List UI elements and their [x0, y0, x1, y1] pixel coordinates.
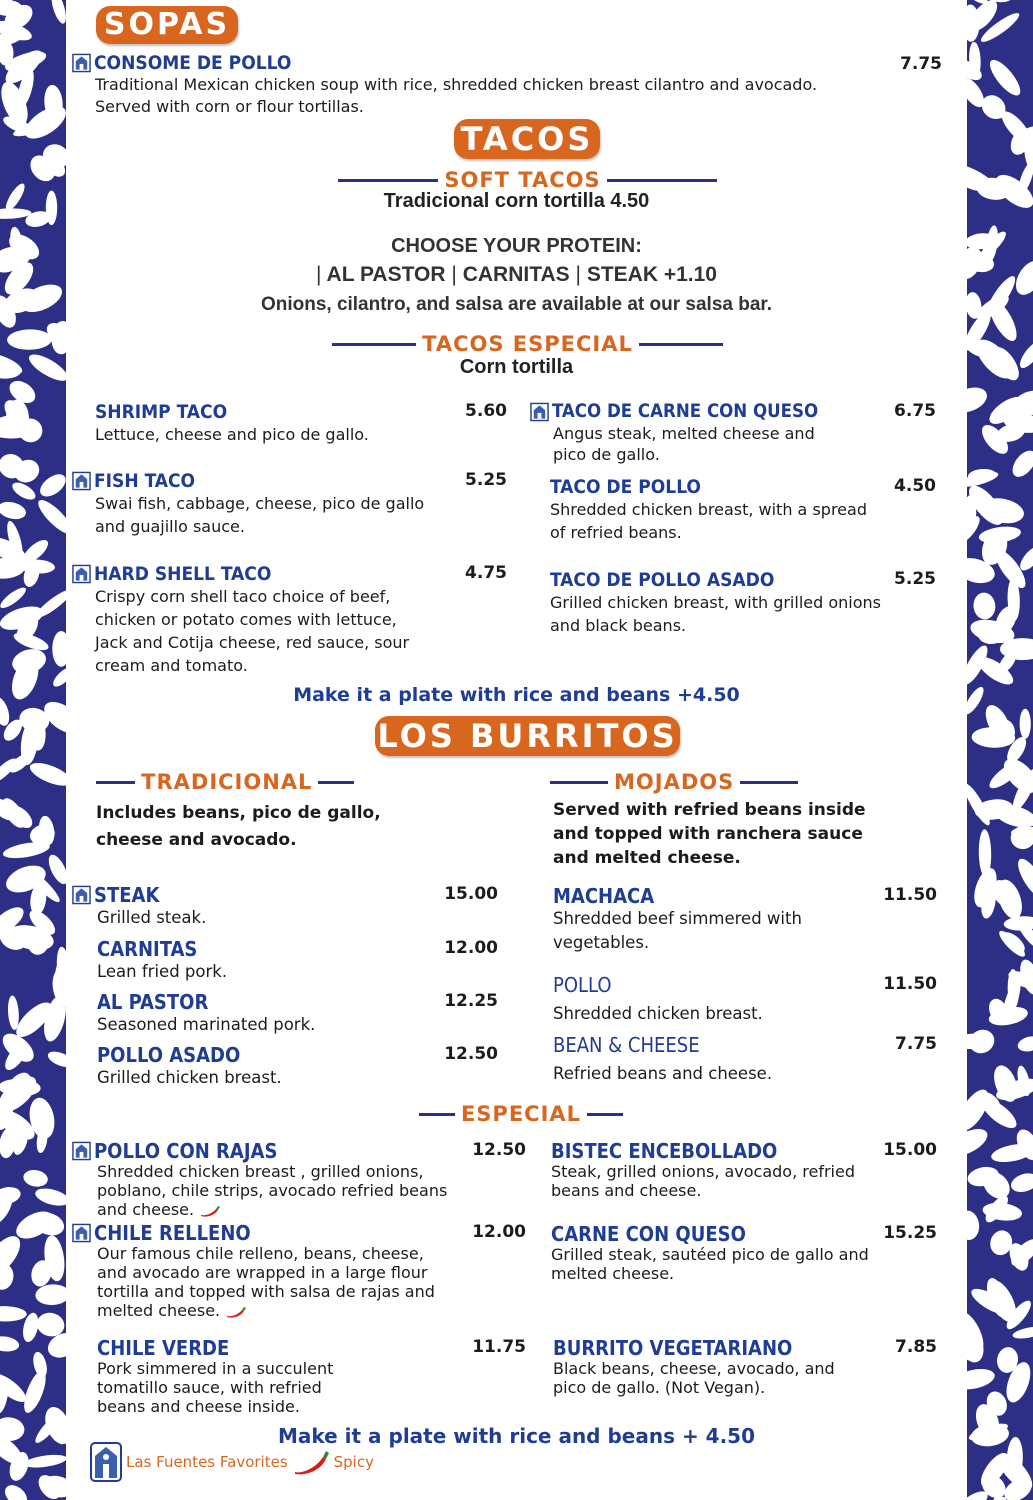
menu-item-chile-relleno — [72, 1222, 526, 1320]
item-name: CARNITAS — [97, 937, 198, 961]
item-description: Steak, grilled onions, avocado, refried beans and cheese. — [551, 1162, 855, 1200]
item-price: 5.25 — [894, 569, 936, 589]
favorite-icon — [530, 402, 549, 422]
menu-item-hard-shell-taco — [72, 563, 507, 677]
item-name: BURRITO VEGETARIANO — [553, 1336, 793, 1360]
menu-item-pollo-con-rajas — [72, 1140, 526, 1219]
chile-pepper-icon — [199, 1204, 221, 1218]
burritos-header: LOS BURRITOS — [375, 716, 680, 756]
item-name: MACHACA — [553, 884, 655, 908]
item-name: CONSOME DE POLLO — [94, 52, 292, 74]
item-name: BEAN & CHEESE — [553, 1033, 700, 1057]
item-price: 7.75 — [895, 1034, 937, 1054]
favorite-icon — [72, 471, 91, 491]
item-description: Traditional Mexican chicken soup with rice, shredded chicken breast cilantro and avocado. Served with corn or flour tortillas. — [95, 75, 818, 116]
item-price: 11.50 — [883, 885, 937, 905]
menu-item-taco-de-pollo-asado — [550, 569, 936, 637]
item-price: 15.25 — [883, 1223, 937, 1243]
item-price: 12.50 — [472, 1140, 526, 1160]
talavera-pattern — [967, 0, 1033, 1500]
protein-options: | AL PASTOR | CARNITAS | STEAK +1.10 — [316, 263, 717, 286]
soft-tacos-subheader: SOFT TACOS — [331, 168, 724, 192]
item-price: 4.75 — [465, 563, 507, 583]
menu-item-bean-and-cheese — [553, 1034, 937, 1086]
mojados-subheader: MOJADOS — [550, 770, 812, 794]
item-description: Pork simmered in a succulent tomatillo sauce, with refried beans and cheese inside. — [97, 1359, 334, 1416]
item-name: AL PASTOR — [97, 990, 209, 1014]
menu-item-pollo-mojado — [553, 974, 937, 1026]
item-description: Shredded chicken breast, with a spread of refried beans. — [550, 500, 867, 542]
menu-item-carnitas-burrito — [97, 938, 498, 984]
decorative-border-left — [0, 0, 66, 1500]
item-name: TACO DE CARNE CON QUESO — [552, 401, 819, 422]
tacos-especial-subheader: TACOS ESPECIAL — [326, 332, 729, 356]
item-price: 11.50 — [883, 974, 937, 994]
tradicional-subheader: TRADICIONAL — [96, 770, 354, 794]
menu-item-al-pastor-burrito — [97, 991, 498, 1037]
item-description: Angus steak, melted cheese and pico de gallo. — [553, 424, 815, 464]
item-description: Our famous chile relleno, beans, cheese, and avocado are wrapped in a large flour tortilla and topped with salsa de rajas and melted cheese. — [97, 1244, 435, 1320]
sopas-header: SOPAS — [96, 6, 238, 44]
item-name: SHRIMP TACO — [95, 401, 228, 423]
item-description: Shredded chicken breast. — [553, 1004, 763, 1023]
menu-item-carne-con-queso — [551, 1223, 937, 1283]
item-name: POLLO — [553, 973, 612, 997]
protein-option: AL PASTOR — [326, 263, 446, 286]
legend-favorites-label: Las Fuentes Favorites — [126, 1453, 288, 1471]
favorite-icon — [72, 885, 91, 905]
chile-pepper-icon — [225, 1305, 247, 1319]
item-price: 5.25 — [465, 470, 507, 490]
item-description: Grilled steak. — [97, 908, 207, 927]
item-name: FISH TACO — [94, 470, 196, 492]
protein-option: STEAK +1.10 — [586, 263, 717, 286]
item-name: CARNE CON QUESO — [551, 1222, 746, 1246]
item-description: Crispy corn shell taco choice of beef, chicken or potato comes with lettuce, Jack and Cotija cheese, red sauce, sour cream and tomato. — [95, 587, 410, 675]
item-name: STEAK — [94, 883, 160, 907]
favorite-icon — [72, 1223, 91, 1243]
item-price: 11.75 — [472, 1337, 526, 1357]
item-description: Shredded beef simmered with vegetables. — [553, 909, 802, 952]
mojados-description: Served with refried beans inside and topped with ranchera sauce and melted cheese. — [553, 800, 866, 868]
petal-shape — [1020, 709, 1031, 739]
item-description: Shredded chicken breast , grilled onions, poblano, chile strips, avocado refried beans and cheese. — [97, 1162, 448, 1219]
menu-item-fish-taco — [72, 470, 507, 538]
burritos-plate-note: Make it a plate with rice and beans + 4.50 — [277, 1424, 756, 1448]
item-price: 15.00 — [444, 884, 498, 904]
item-price: 12.00 — [444, 938, 498, 958]
menu-item-taco-de-carne-con-queso — [530, 401, 936, 465]
menu-item-consome-de-pollo — [72, 52, 942, 118]
decorative-border-right — [967, 0, 1033, 1500]
item-description: Lettuce, cheese and pico de gallo. — [95, 425, 369, 444]
tacos-header: TACOS — [454, 119, 600, 159]
item-description: Seasoned marinated pork. — [97, 1015, 316, 1034]
item-description: Refried beans and cheese. — [553, 1064, 773, 1083]
salsa-bar-note: Onions, cilantro, and salsa are available at our salsa bar. — [260, 294, 773, 315]
tacos-especial-sub: Corn tortilla — [459, 356, 574, 378]
chile-pepper-icon — [292, 1448, 332, 1476]
item-description: Grilled chicken breast, with grilled onions and black beans. — [550, 593, 881, 635]
item-name: POLLO ASADO — [97, 1043, 241, 1067]
favorite-icon — [72, 53, 91, 73]
item-name: CHILE RELLENO — [94, 1221, 251, 1245]
item-description: Swai fish, cabbage, cheese, pico de gallo and guajillo sauce. — [95, 494, 425, 536]
item-price: 5.60 — [465, 401, 507, 421]
item-price: 12.00 — [472, 1222, 526, 1242]
favorite-icon — [72, 564, 91, 584]
favorite-icon — [72, 1141, 91, 1161]
item-price: 6.75 — [894, 401, 936, 421]
item-name: POLLO CON RAJAS — [94, 1139, 278, 1163]
menu-item-bistec-encebollado — [551, 1140, 937, 1200]
item-price: 12.50 — [444, 1044, 498, 1064]
item-price: 4.50 — [894, 476, 936, 496]
item-description: Lean fried pork. — [97, 962, 228, 981]
legend-spicy-label: Spicy — [333, 1453, 374, 1471]
menu-item-pollo-asado-burrito — [97, 1044, 498, 1090]
tradicional-description: Includes beans, pico de gallo, cheese and avocado. — [96, 803, 381, 850]
item-description: Black beans, cheese, avocado, and pico de gallo. (Not Vegan). — [553, 1359, 835, 1397]
item-name: TACO DE POLLO ASADO — [550, 569, 775, 591]
protein-option: CARNITAS — [462, 263, 570, 286]
menu-item-steak-burrito — [72, 884, 498, 930]
talavera-pattern — [0, 0, 66, 1500]
item-price: 15.00 — [883, 1140, 937, 1160]
legend — [90, 1440, 374, 1484]
item-description: Grilled steak, sautéed pico de gallo and melted cheese. — [551, 1245, 869, 1283]
item-name: CHILE VERDE — [97, 1336, 230, 1360]
menu-page — [66, 0, 967, 1500]
tacos-plate-note: Make it a plate with rice and beans +4.50 — [293, 684, 740, 706]
item-price: 7.85 — [895, 1337, 937, 1357]
especial-subheader: ESPECIAL — [406, 1102, 636, 1126]
menu-item-machaca — [553, 885, 937, 955]
menu-item-shrimp-taco — [95, 401, 507, 446]
item-description: Grilled chicken breast. — [97, 1068, 282, 1087]
protein-title: CHOOSE YOUR PROTEIN: — [391, 235, 642, 257]
menu-item-taco-de-pollo — [550, 476, 936, 544]
item-name: TACO DE POLLO — [550, 476, 701, 498]
soft-tacos-line: Tradicional corn tortilla 4.50 — [383, 190, 650, 212]
menu-item-chile-verde — [97, 1337, 526, 1416]
item-name: BISTEC ENCEBOLLADO — [551, 1139, 778, 1163]
las-fuentes-favorite-icon — [90, 1442, 122, 1482]
menu-item-burrito-vegetariano — [553, 1337, 937, 1397]
item-price: 12.25 — [444, 991, 498, 1011]
item-price: 7.75 — [900, 54, 942, 74]
item-name: HARD SHELL TACO — [94, 563, 272, 585]
